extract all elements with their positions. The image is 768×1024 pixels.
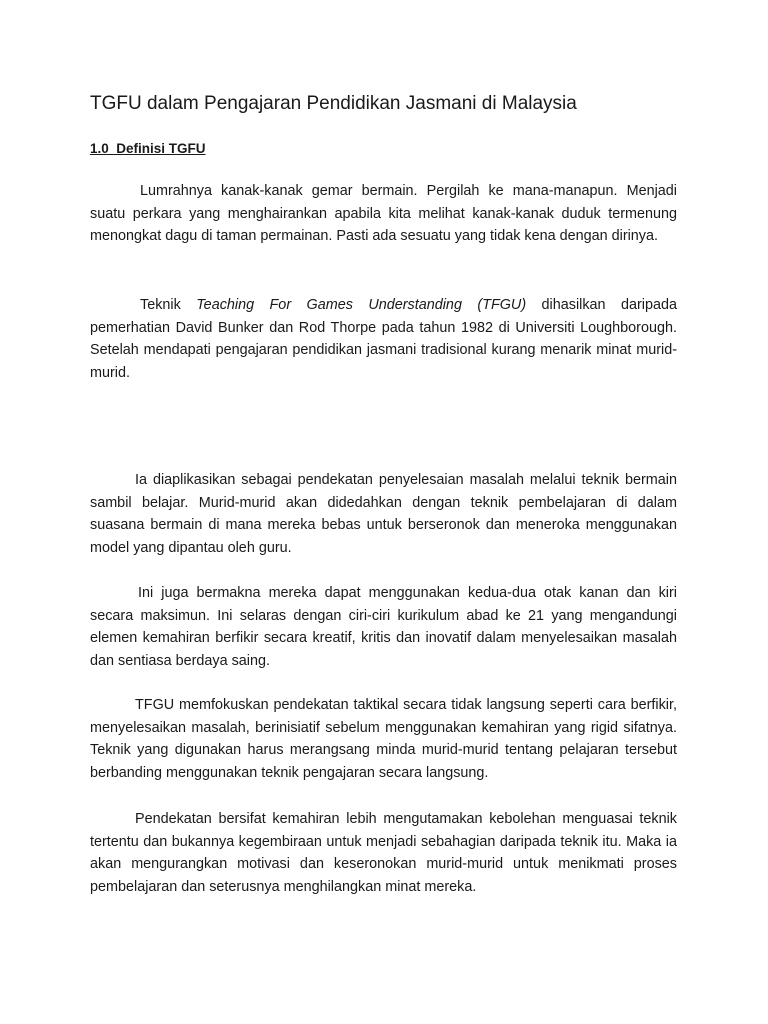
document-title: TGFU dalam Pengajaran Pendidikan Jasmani di Malaysia xyxy=(90,93,577,114)
paragraph-4: Ini juga bermakna mereka dapat menggunakan kedua-dua otak kanan dan kiri secara maksimun. Ini selaras dengan ciri-ciri kurikulum abad ke 21 yang mengandungi elemen kemahiran berfikir secara kreatif, kritis dan inovatif dalam menyelesaikan masalah dan sentiasa berdaya saing. xyxy=(90,585,677,669)
paragraph-2-rest: dihasilkan daripada pemerhatian David Bunker dan Rod Thorpe pada tahun 1982 di Universiti Loughborough. Setelah mendapati pengajaran pendidikan jasmani tradisional kurang menarik minat murid-murid. xyxy=(90,297,677,381)
paragraph-2-lead: Teknik xyxy=(140,297,197,313)
paragraph-3: Ia diaplikasikan sebagai pendekatan penyelesaian masalah melalui teknik bermain sambil belajar. Murid-murid akan didedahkan dengan teknik pembelajaran di dalam suasana bermain di mana mereka bebas untuk berseronok dan meneroka menggunakan model yang dipantau oleh guru. xyxy=(90,472,677,556)
section-heading: 1.0 Definisi TGFU xyxy=(90,141,206,156)
paragraph-2 xyxy=(90,294,677,384)
paragraph-5: TFGU memfokuskan pendekatan taktikal secara tidak langsung seperti cara berfikir, menyelesaikan masalah, berinisiatif sebelum menggunakan kemahiran yang rigid sifatnya. Teknik yang digunakan harus merangsang minda murid-murid tentang pelajaran tersebut berbanding menggunakan teknik pengajaran secara langsung. xyxy=(90,697,677,781)
paragraph-6: Pendekatan bersifat kemahiran lebih mengutamakan kebolehan menguasai teknik tertentu dan bukannya kegembiraan untuk menjadi sebahagian daripada teknik itu. Maka ia akan mengurangkan motivasi dan keseronokan murid-murid untuk menikmati proses pembelajaran dan seterusnya menghilangkan minat mereka. xyxy=(90,811,677,895)
paragraph-1: Lumrahnya kanak-kanak gemar bermain. Pergilah ke mana-manapun. Menjadi suatu perkara yang menghairankan apabila kita melihat kanak-kanak duduk termenung menongkat dagu di taman permainan. Pasti ada sesuatu yang tidak kena dengan dirinya. xyxy=(90,183,677,244)
paragraph-2-italic-term: Teaching For Games Understanding (TFGU) xyxy=(196,297,527,313)
